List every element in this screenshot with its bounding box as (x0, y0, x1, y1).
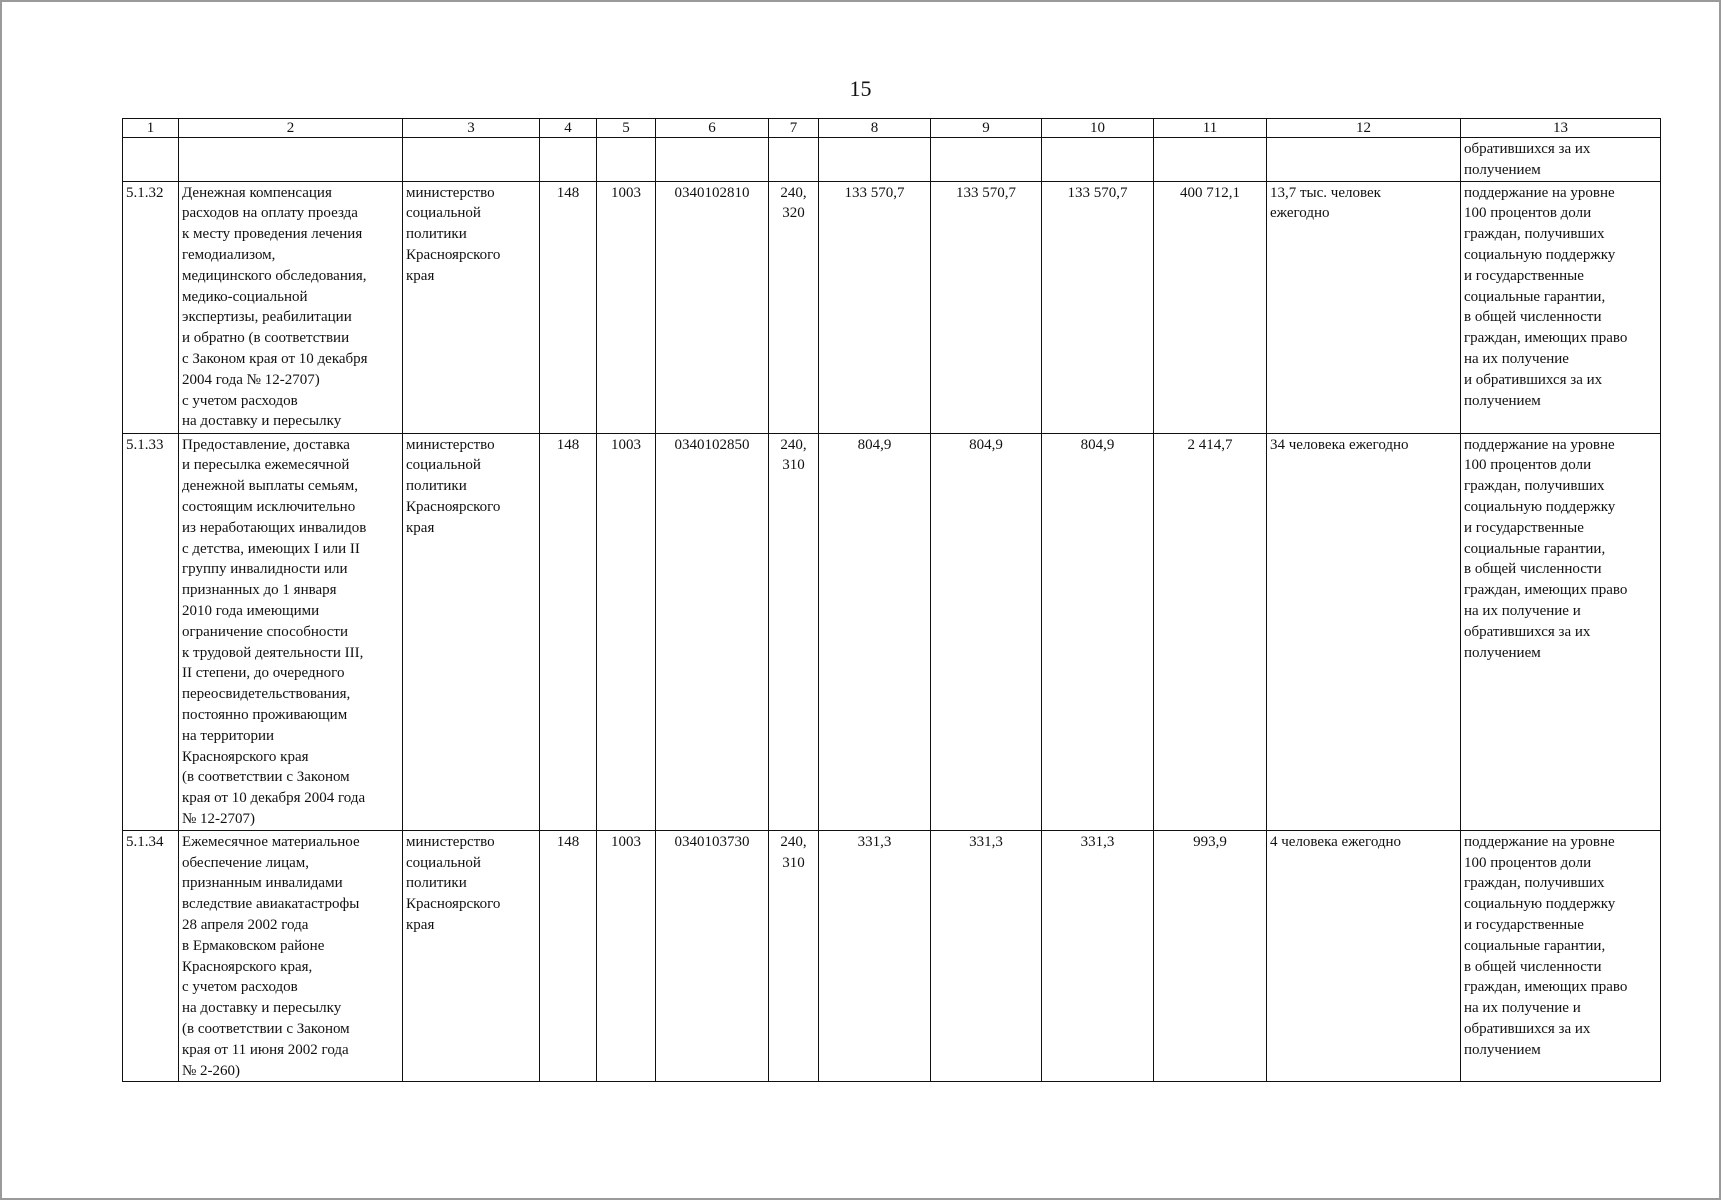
indicator-cell: поддержание на уровне 100 процентов доли граждан, получивших социальную поддержку и государственные социальные гарантии, в общей численности граждан, имеющих право на их получение и обратившихся за их получением (1461, 830, 1661, 1082)
year1-amount: 331,3 (819, 830, 931, 1082)
table-row (123, 433, 1661, 830)
indicator-cell: поддержание на уровне 100 процентов доли граждан, получивших социальную поддержку и государственные социальные гарантии, в общей численности граждан, имеющих право на их получение и обратившихся за их получением (1461, 181, 1661, 433)
csr-code: 0340103730 (656, 830, 769, 1082)
vr-code: 240, 310 (769, 830, 819, 1082)
table-row (123, 830, 1661, 1082)
measure-name: Денежная компенсация расходов на оплату проезда к месту проведения лечения гемодиализом, медицинского обследования, медико-социальной экспертизы, реабилитации и обратно (в соответствии с Законом края от 10 декабря 2004 года № 12-2707) с учетом расходов на доставку и пересылку (179, 181, 403, 433)
header-cell: 12 (1267, 119, 1461, 138)
header-cell: 8 (819, 119, 931, 138)
indicator-cell: поддержание на уровне 100 процентов доли граждан, получивших социальную поддержку и государственные социальные гарантии, в общей численности граждан, имеющих право на их получение и обратившихся за их получением (1461, 433, 1661, 830)
header-cell: 3 (403, 119, 540, 138)
program-table (122, 118, 1661, 1082)
rzpr-code: 1003 (597, 830, 656, 1082)
expected-result: 34 человека ежегодно (1267, 433, 1461, 830)
header-cell: 2 (179, 119, 403, 138)
header-cell: 13 (1461, 119, 1661, 138)
header-cell: 5 (597, 119, 656, 138)
row-number: 5.1.34 (123, 830, 179, 1082)
row-number: 5.1.33 (123, 433, 179, 830)
expected-result: 4 человека ежегодно (1267, 830, 1461, 1082)
vr-code: 240, 310 (769, 433, 819, 830)
year2-amount: 133 570,7 (931, 181, 1042, 433)
header-cell: 1 (123, 119, 179, 138)
header-cell: 4 (540, 119, 597, 138)
year1-amount: 804,9 (819, 433, 931, 830)
executor: министерство социальной политики Красноярского края (403, 433, 540, 830)
year3-amount: 804,9 (1042, 433, 1154, 830)
header-cell: 11 (1154, 119, 1267, 138)
total-amount: 400 712,1 (1154, 181, 1267, 433)
year2-amount: 331,3 (931, 830, 1042, 1082)
continuation-row (123, 138, 1661, 182)
executor: министерство социальной политики Красноярского края (403, 830, 540, 1082)
rzpr-code: 1003 (597, 181, 656, 433)
header-cell: 10 (1042, 119, 1154, 138)
header-cell: 9 (931, 119, 1042, 138)
year3-amount: 331,3 (1042, 830, 1154, 1082)
grbs-code: 148 (540, 433, 597, 830)
header-cell: 6 (656, 119, 769, 138)
measure-name: Предоставление, доставка и пересылка ежемесячной денежной выплаты семьям, состоящим исключительно из неработающих инвалидов с детства, имеющих I или II группу инвалидности или признанных до 1 января 2010 года имеющими ограничение способности к трудовой деятельности III, II степени, до очередного переосвидетельствования, постоянно проживающим на территории Красноярского края (в соответствии с Законом края от 10 декабря 2004 года № 12-2707) (179, 433, 403, 830)
table-row (123, 181, 1661, 433)
indicator-cell: обратившихся за их получением (1461, 138, 1661, 182)
grbs-code: 148 (540, 830, 597, 1082)
measure-name: Ежемесячное материальное обеспечение лицам, признанным инвалидами вследствие авиакатастрофы 28 апреля 2002 года в Ермаковском районе Красноярского края, с учетом расходов на доставку и пересылку (в соответствии с Законом края от 11 июня 2002 года № 2-260) (179, 830, 403, 1082)
year1-amount: 133 570,7 (819, 181, 931, 433)
year2-amount: 804,9 (931, 433, 1042, 830)
expected-result: 13,7 тыс. человек ежегодно (1267, 181, 1461, 433)
header-cell: 7 (769, 119, 819, 138)
executor: министерство социальной политики Красноярского края (403, 181, 540, 433)
page-number: 15 (849, 76, 872, 101)
row-number: 5.1.32 (123, 181, 179, 433)
total-amount: 993,9 (1154, 830, 1267, 1082)
header-row (123, 119, 1661, 138)
rzpr-code: 1003 (597, 433, 656, 830)
vr-code: 240, 320 (769, 181, 819, 433)
csr-code: 0340102850 (656, 433, 769, 830)
year3-amount: 133 570,7 (1042, 181, 1154, 433)
csr-code: 0340102810 (656, 181, 769, 433)
grbs-code: 148 (540, 181, 597, 433)
total-amount: 2 414,7 (1154, 433, 1267, 830)
